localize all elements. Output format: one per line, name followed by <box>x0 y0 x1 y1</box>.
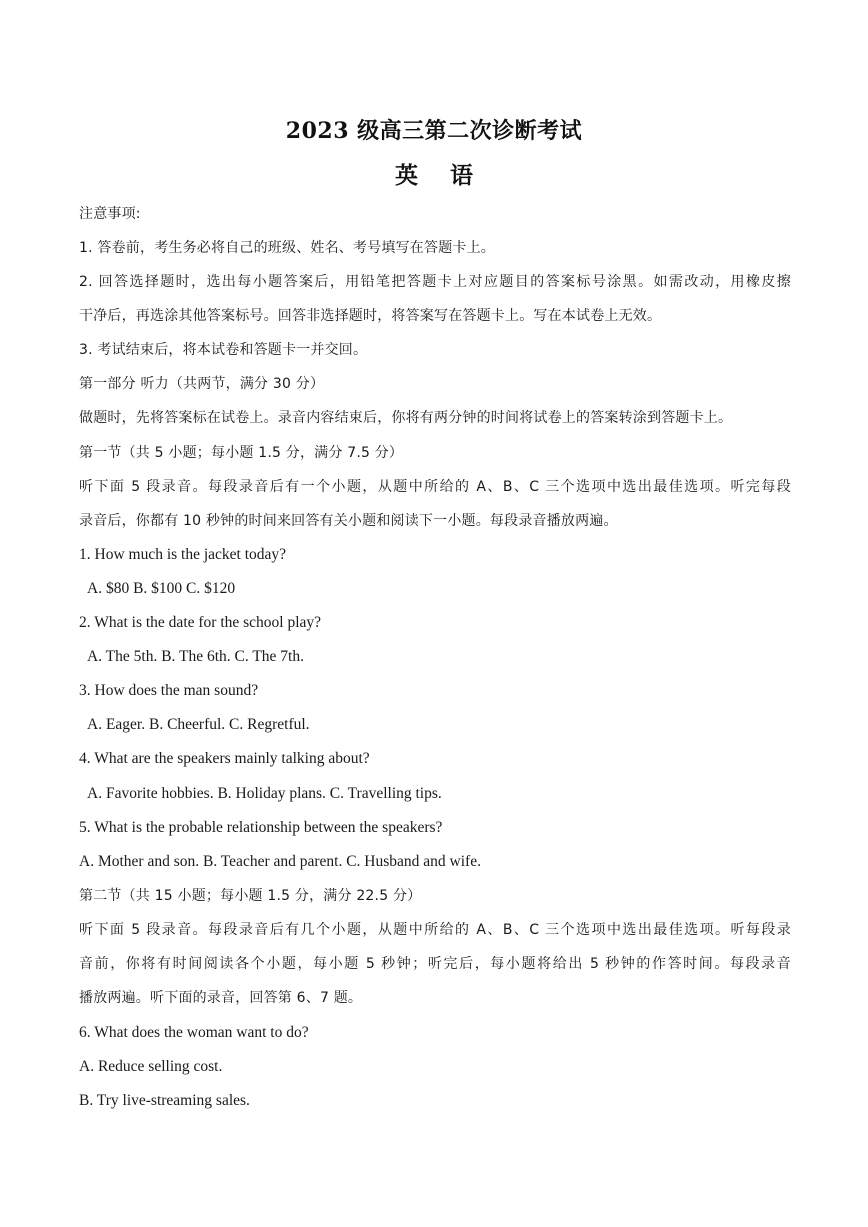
section-1-instruction-line-2: 录音后，你都有 10 秒钟的时间来回答有关小题和阅读下一小题。每段录音播放两遍。 <box>79 513 618 529</box>
notice-item-1: 1. 答卷前，考生务必将自己的班级、姓名、考号填写在答题卡上。 <box>79 240 496 256</box>
question-4-options: A. Favorite hobbies. B. Holiday plans. C. Travelling tips. <box>87 785 442 802</box>
question-5: 5. What is the probable relationship between the speakers? <box>79 819 443 836</box>
section-2-heading: 第二节（共 15 小题；每小题 1.5 分，满分 22.5 分） <box>79 888 422 904</box>
section-2-instruction-line-2: 音前，你将有时间阅读各个小题，每小题 5 秒钟；听完后，每小题将给出 5 秒钟的作答时间。每段录音 <box>79 956 791 972</box>
subject-title: 英 语 <box>394 162 485 189</box>
question-2-options: A. The 5th. B. The 6th. C. The 7th. <box>87 648 304 665</box>
notice-item-2-line-1: 2. 回答选择题时，选出每小题答案后，用铅笔把答题卡上对应题目的答案标号涂黑。如需改动，用橡皮擦 <box>79 274 791 290</box>
notice-heading: 注意事项: <box>79 206 141 222</box>
notice-item-2-line-2: 干净后，再选涂其他答案标号。回答非选择题时，将答案写在答题卡上。写在本试卷上无效。 <box>79 308 662 324</box>
question-6-option-b: B. Try live-streaming sales. <box>79 1092 250 1109</box>
question-6-option-a: A. Reduce selling cost. <box>79 1058 223 1075</box>
question-1: 1. How much is the jacket today? <box>79 546 287 563</box>
question-4: 4. What are the speakers mainly talking about? <box>79 750 370 767</box>
exam-title: 2023 级高三第二次诊断考试 <box>285 118 583 144</box>
part-1-instruction: 做题时，先将答案标在试卷上。录音内容结束后，你将有两分钟的时间将试卷上的答案转涂到答题卡上。 <box>79 410 733 426</box>
question-6: 6. What does the woman want to do? <box>79 1024 309 1041</box>
question-5-options: A. Mother and son. B. Teacher and parent. C. Husband and wife. <box>79 853 481 870</box>
section-1-instruction-line-1: 听下面 5 段录音。每段录音后有一个小题，从题中所给的 A、B、C 三个选项中选出最佳选项。听完每段 <box>79 479 791 495</box>
question-3-options: A. Eager. B. Cheerful. C. Regretful. <box>87 716 310 733</box>
question-1-options: A. $80 B. $100 C. $120 <box>87 580 236 597</box>
question-3: 3. How does the man sound? <box>79 682 259 699</box>
section-2-instruction-line-3: 播放两遍。听下面的录音，回答第 6、7 题。 <box>79 990 363 1006</box>
section-2-instruction-line-1: 听下面 5 段录音。每段录音后有几个小题，从题中所给的 A、B、C 三个选项中选出最佳选项。听每段录 <box>79 922 791 938</box>
question-2: 2. What is the date for the school play? <box>79 614 322 631</box>
part-1-heading: 第一部分 听力（共两节，满分 30 分） <box>79 376 325 392</box>
section-1-heading: 第一节（共 5 小题；每小题 1.5 分，满分 7.5 分） <box>79 445 404 461</box>
notice-item-3: 3. 考试结束后，将本试卷和答题卡一并交回。 <box>79 342 368 358</box>
